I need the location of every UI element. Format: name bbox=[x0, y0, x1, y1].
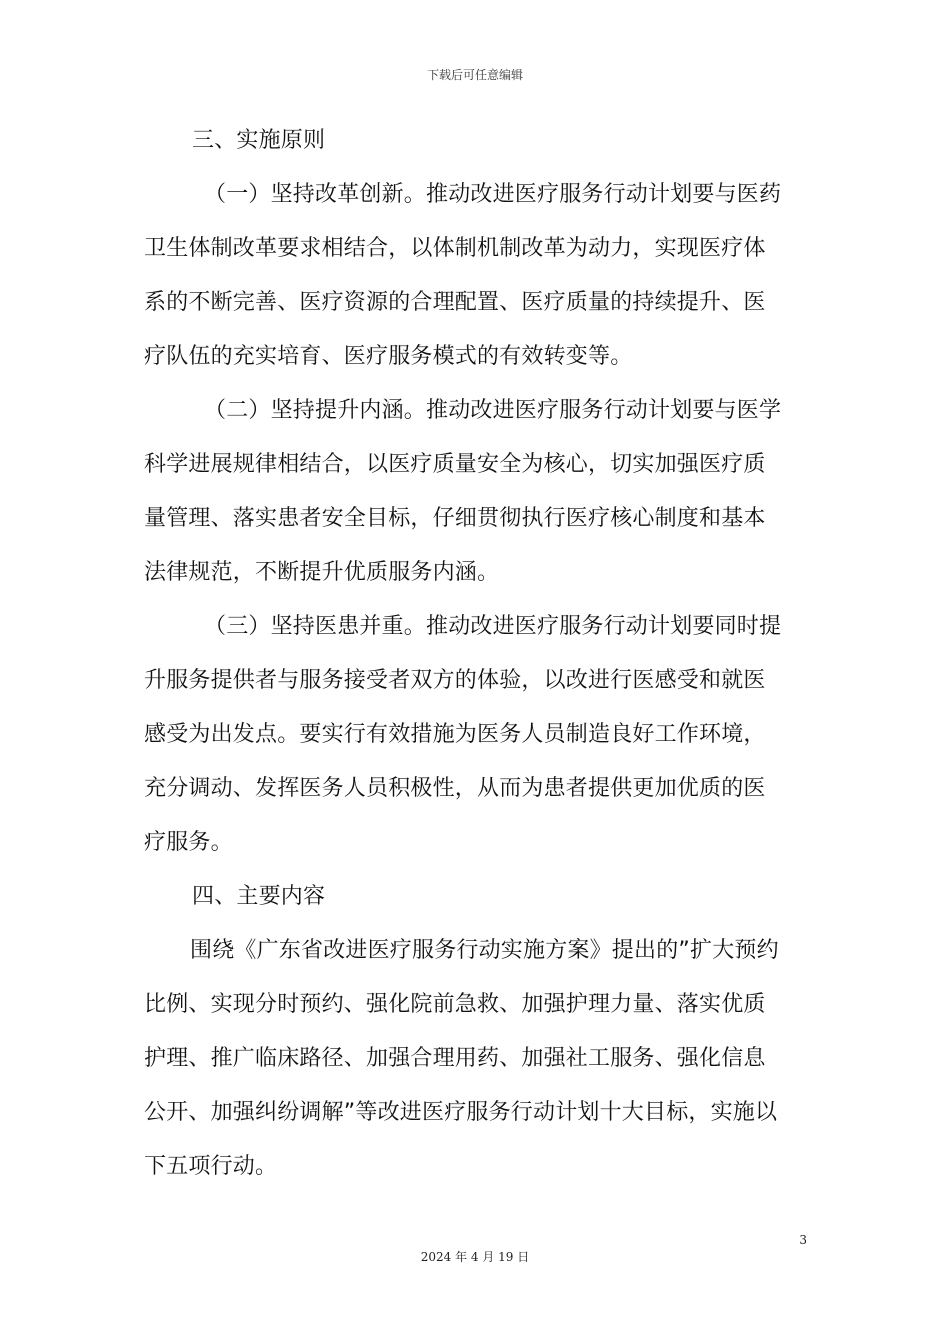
paragraph-2-line-4: 法律规范，不断提升优质服务内涵。 bbox=[144, 560, 500, 585]
paragraph-1-line-2: 卫生体制改革要求相结合，以体制机制改革为动力，实现医疗体 bbox=[144, 236, 766, 261]
footer-date: 2024 年 4 月 19 日 bbox=[420, 1250, 530, 1264]
paragraph-1-line-4: 疗队伍的充实培育、医疗服务模式的有效转变等。 bbox=[144, 344, 633, 369]
paragraph-3-line-3: 感受为出发点。要实行有效措施为医务人员制造良好工作环境， bbox=[144, 722, 766, 747]
paragraph-3-line-2: 升服务提供者与服务接受者双方的体验，以改进行医感受和就医 bbox=[144, 668, 766, 693]
paragraph-3-line-1: （三）坚持医患并重。推动改进医疗服务行动计划要同时提 bbox=[204, 614, 782, 639]
paragraph-4-line-4: 公开、加强纠纷调解”等改进医疗服务行动计划十大目标，实施以 bbox=[144, 1100, 778, 1125]
paragraph-3-line-4: 充分调动、发挥医务人员积极性，从而为患者提供更加优质的医 bbox=[144, 776, 766, 801]
paragraph-3-line-5: 疗服务。 bbox=[144, 830, 233, 855]
paragraph-4-line-1: 围绕《广东省改进医疗服务行动实施方案》提出的”扩大预约 bbox=[190, 938, 779, 963]
paragraph-4-line-3: 护理、推广临床路径、加强合理用药、加强社工服务、强化信息 bbox=[144, 1046, 766, 1071]
paragraph-2-line-1: （二）坚持提升内涵。推动改进医疗服务行动计划要与医学 bbox=[204, 398, 782, 423]
section-4-heading: 四、主要内容 bbox=[192, 884, 326, 909]
section-3-heading: 三、实施原则 bbox=[192, 128, 326, 153]
paragraph-1-line-3: 系的不断完善、医疗资源的合理配置、医疗质量的持续提升、医 bbox=[144, 290, 766, 315]
document-body bbox=[144, 114, 806, 1194]
header-note: 下载后可任意编辑 bbox=[426, 68, 523, 82]
paragraph-2-line-3: 量管理、落实患者安全目标，仔细贯彻执行医疗核心制度和基本 bbox=[144, 506, 766, 531]
paragraph-1-line-1: （一）坚持改革创新。推动改进医疗服务行动计划要与医药 bbox=[204, 182, 782, 207]
page-number: 3 bbox=[799, 1233, 807, 1247]
paragraph-4-line-2: 比例、实现分时预约、强化院前急救、加强护理力量、落实优质 bbox=[144, 992, 766, 1017]
paragraph-4-line-5: 下五项行动。 bbox=[144, 1154, 278, 1179]
paragraph-2-line-2: 科学进展规律相结合，以医疗质量安全为核心，切实加强医疗质 bbox=[144, 452, 766, 477]
